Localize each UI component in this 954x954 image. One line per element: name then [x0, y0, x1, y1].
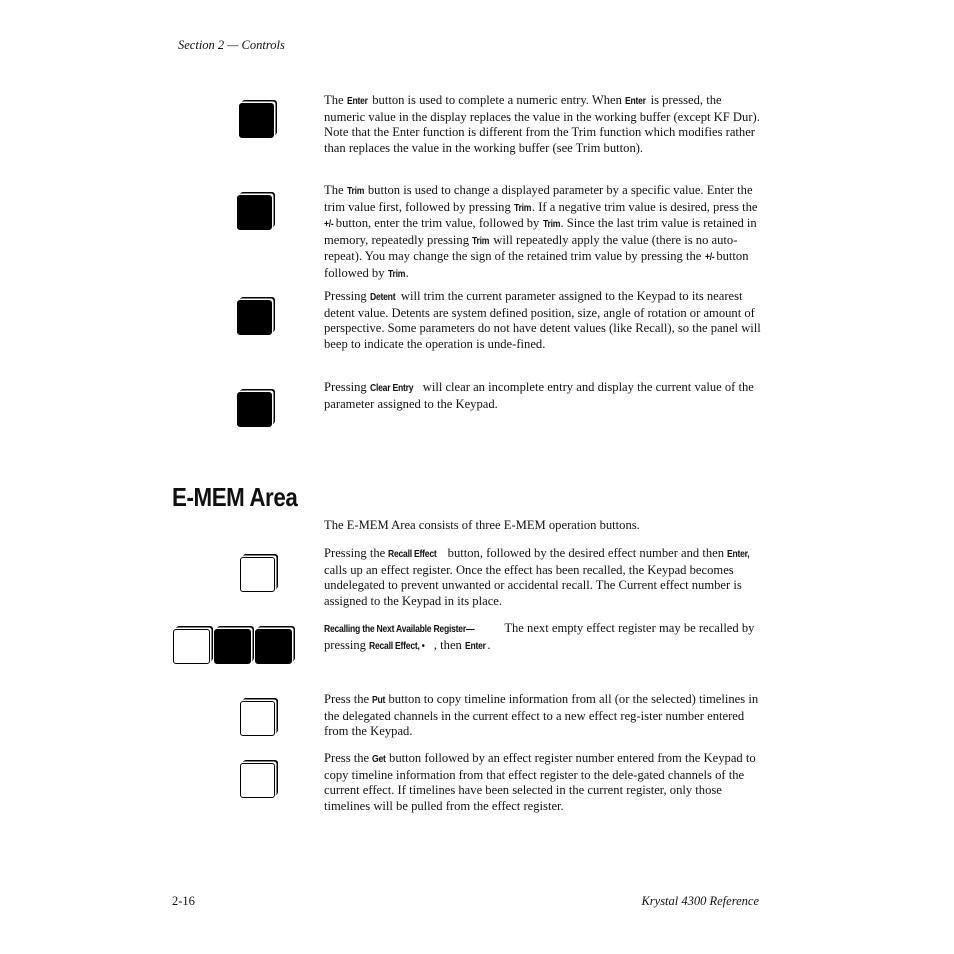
text: button followed by an effect register number entered from the Keypad to copy timeline information from that effect register to the dele-gated channels of the current effect. If timelines have been selected in the current register, only those timelines will be pulled from the effect register. — [324, 751, 756, 813]
text: Press the — [324, 751, 373, 765]
detent-paragraph — [324, 289, 761, 352]
keyword: Recall Effect, • — [369, 639, 425, 652]
text: The — [324, 183, 347, 197]
recall-effect-button-icon[interactable] — [173, 629, 210, 664]
section-title: E-MEM Area — [172, 482, 298, 512]
keyword: Enter — [346, 95, 368, 107]
text: is pressed, the numeric value in the display replaces the value in the working buffer (except KF Dur). Note that the Enter function is different from the Trim function which modifies rather than replaces the value in the working buffer (see Trim button). — [324, 93, 760, 155]
keyword: Trim — [472, 234, 490, 247]
text: . If a negative trim value is desired, press the — [531, 199, 758, 214]
keyword: Enter — [625, 95, 646, 107]
keyword: Recall Effect — [388, 548, 437, 560]
text: button, followed by the desired effect number and then — [444, 546, 728, 560]
put-button-icon[interactable] — [240, 701, 275, 736]
recall-effect-paragraph — [324, 546, 761, 609]
keyword: Clear Entry — [369, 382, 414, 394]
keyword: Put — [372, 694, 386, 706]
keyword: Enter — [465, 639, 486, 652]
text: will clear an incomplete entry and display the current value of the parameter assigned to the Keypad. — [324, 380, 754, 411]
text: will repeatedly apply the value (there is no auto-repeat). You may change the sign of the retained trim value by pressing the — [324, 232, 738, 264]
keyword: Trim — [513, 201, 532, 214]
keyword: Detent — [369, 291, 396, 303]
text: . Since the last trim value is retained in memory, repeatedly pressing — [324, 216, 757, 247]
text: , then — [433, 637, 466, 652]
dot-button-icon[interactable] — [214, 629, 251, 664]
keyword: Enter, — [727, 548, 750, 560]
book-title: Krystal 4300 Reference — [641, 894, 759, 908]
text: The E-MEM Area consists of three E-MEM operation buttons. — [324, 518, 640, 532]
keyword: Trim — [542, 218, 560, 231]
text: button is used to complete a numeric entry. When — [369, 93, 626, 107]
text: button, enter the trim value, followed by — [332, 216, 543, 231]
clear-entry-button-icon[interactable] — [237, 392, 272, 427]
trim-paragraph — [324, 183, 761, 283]
text: Pressing — [324, 289, 370, 303]
text: . — [405, 265, 409, 280]
text: button followed by — [324, 249, 749, 280]
text: calls up an effect register. Once the effect has been recalled, the Keypad becomes undelegated to prevent unwanted or accidental recall. The Current effect number is assigned to the Keypad in its place. — [324, 562, 742, 608]
text: . — [487, 637, 491, 652]
text: The — [324, 93, 347, 107]
text: Pressing — [324, 380, 370, 394]
emem-intro-paragraph — [324, 518, 761, 534]
text: button is used to change a displayed parameter by a specific value. Enter the trim value first, followed by pressing — [324, 183, 753, 214]
keyword: Trim — [387, 267, 405, 280]
enter-button-icon[interactable] — [239, 103, 274, 138]
get-paragraph — [324, 751, 761, 814]
text: The next empty effect register may be recalled by pressing — [324, 621, 755, 652]
get-button-icon[interactable] — [240, 763, 275, 798]
detent-button-icon[interactable] — [237, 300, 272, 335]
text: Press the — [324, 692, 373, 706]
keyword: Get — [372, 753, 386, 765]
trim-button-icon[interactable] — [237, 195, 272, 230]
keyword: Trim — [346, 185, 364, 197]
running-header: Section 2 — Controls — [178, 38, 285, 52]
recall-effect-button-icon[interactable] — [240, 557, 275, 592]
text: will trim the current parameter assigned to the Keypad to its nearest detent value. Detents are system defined position, size, angle of rotation or amount of perspective. Some parameters do not have detent values (like Recall), so the panel will beep to indicate the operation is unde-fined. — [324, 289, 761, 351]
enter-button-icon[interactable] — [255, 629, 292, 664]
keyword: Recalling the Next Available Register— — [324, 623, 475, 635]
page-number: 2-16 — [172, 894, 195, 908]
keyword: +/- — [324, 218, 334, 231]
keyword: +/- — [704, 251, 715, 264]
clear-entry-paragraph — [324, 380, 761, 412]
text: Pressing the — [324, 546, 389, 560]
next-register-paragraph — [324, 621, 761, 654]
text: button to copy timeline information from all (or the selected) timelines in the delegated channels in the current effect to a new effect reg-ister number entered from the Keypad. — [324, 692, 759, 739]
enter-paragraph — [324, 93, 761, 156]
put-paragraph — [324, 692, 761, 740]
